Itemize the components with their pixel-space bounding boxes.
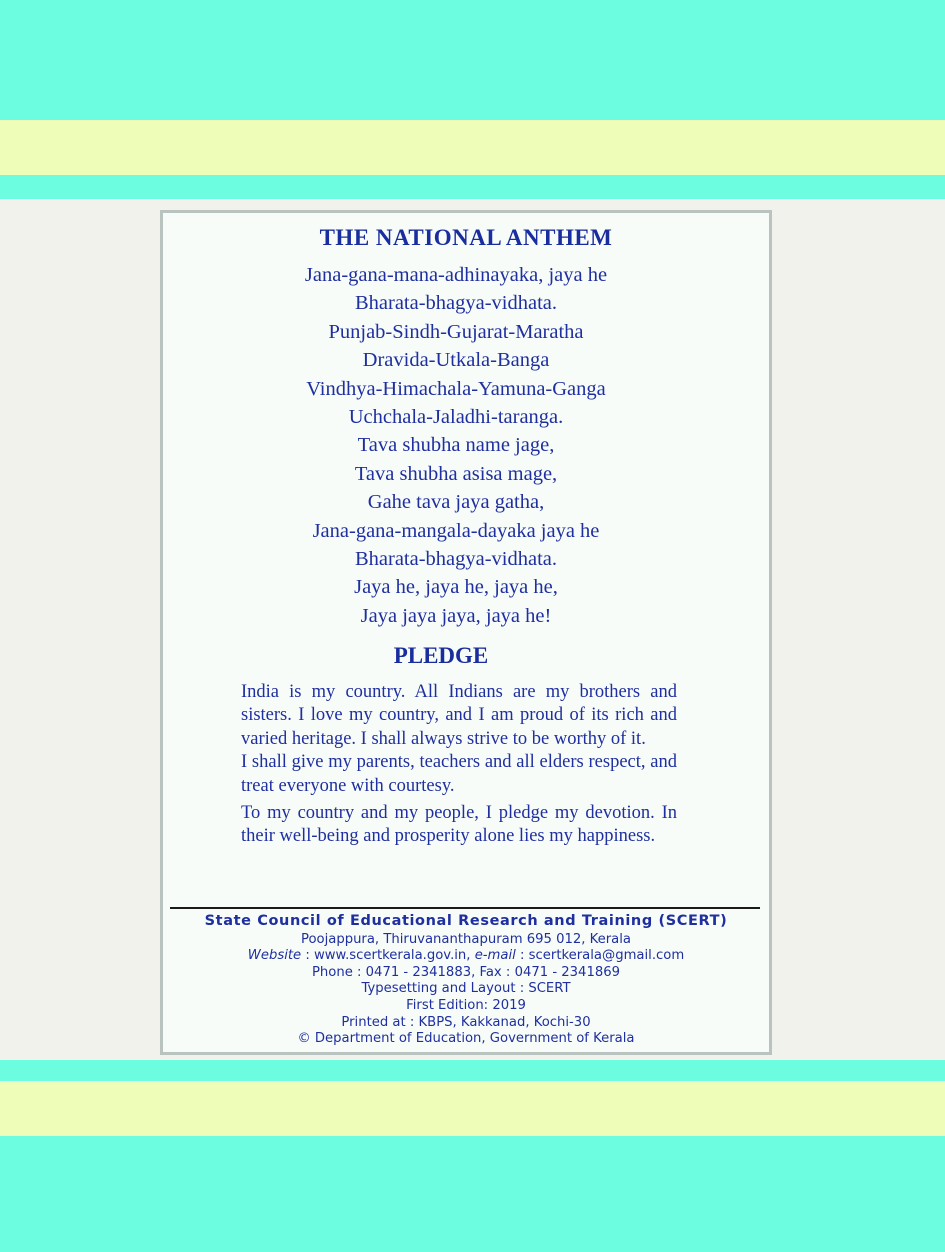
website-label: Website — [247, 948, 302, 964]
contact-line: Website : www.scertkerala.gov.in, e-mail : scertkerala@gmail.com — [247, 948, 685, 964]
publisher-footer — [163, 913, 769, 1048]
anthem-lyrics — [163, 261, 749, 630]
content-card — [160, 210, 772, 1055]
anthem-title: THE NATIONAL ANTHEM — [319, 225, 613, 250]
anthem-line: Jaya jaya jaya, jaya he! — [360, 604, 552, 627]
anthem-line: Jana-gana-mangala-dayaka jaya he — [312, 519, 600, 542]
pledge-title: PLEDGE — [393, 643, 489, 668]
divider — [170, 907, 760, 909]
phone-fax: Phone : 0471 - 2341883, Fax : 0471 - 2341869 — [311, 964, 621, 980]
anthem-line: Gahe tava jaya gatha, — [367, 491, 545, 514]
bottom-teal-band — [0, 1136, 945, 1252]
website-link[interactable]: www.scertkerala.gov.in — [313, 948, 467, 964]
anthem-line: Tava shubha asisa mage, — [354, 462, 558, 485]
anthem-line: Jaya he, jaya he, jaya he, — [354, 576, 558, 599]
typesetting-credit: Typesetting and Layout : SCERT — [361, 981, 571, 997]
top-teal-band — [0, 0, 945, 120]
anthem-line: Bharata-bhagya-vidhata. — [354, 548, 558, 571]
anthem-line: Tava shubha name jage, — [357, 434, 555, 457]
copyright: © Department of Education, Government of Kerala — [297, 1031, 635, 1047]
anthem-line: Dravida-Utkala-Banga — [362, 349, 550, 372]
top-yellow-band — [0, 120, 945, 175]
email-link[interactable]: scertkerala@gmail.com — [528, 948, 685, 964]
edition: First Edition: 2019 — [406, 997, 526, 1013]
anthem-line: Jana-gana-mana-adhinayaka, jaya he — [304, 264, 608, 286]
email-label: e-mail — [474, 948, 516, 964]
anthem-line: Uchchala-Jaladhi-taranga. — [348, 406, 564, 429]
pledge-paragraph: India is my country. All Indians are my brothers and sisters. I love my country, and I am proud of its rich and varied heritage. I shall always strive to be worthy of it. — [241, 682, 677, 749]
printer: Printed at : KBPS, Kakkanad, Kochi-30 — [341, 1014, 591, 1030]
anthem-line: Punjab-Sindh-Gujarat-Maratha — [328, 320, 584, 343]
pledge-paragraph: I shall give my parents, teachers and all elders respect, and treat everyone with courtesy. — [241, 752, 677, 796]
bottom-yellow-band — [0, 1081, 945, 1136]
bottom-teal-strip — [0, 1060, 945, 1081]
pledge-paragraph: To my country and my people, I pledge my devotion. In their well-being and prosperity alone lies my happiness. — [241, 803, 677, 847]
anthem-line: Vindhya-Himachala-Yamuna-Ganga — [306, 377, 606, 400]
top-teal-strip — [0, 175, 945, 199]
pledge-text — [241, 681, 677, 849]
address: Poojappura, Thiruvananthapuram 695 012, Kerala — [300, 931, 632, 947]
organization-name: State Council of Educational Research and Training (SCERT) — [204, 913, 728, 929]
anthem-line: Bharata-bhagya-vidhata. — [354, 292, 558, 315]
